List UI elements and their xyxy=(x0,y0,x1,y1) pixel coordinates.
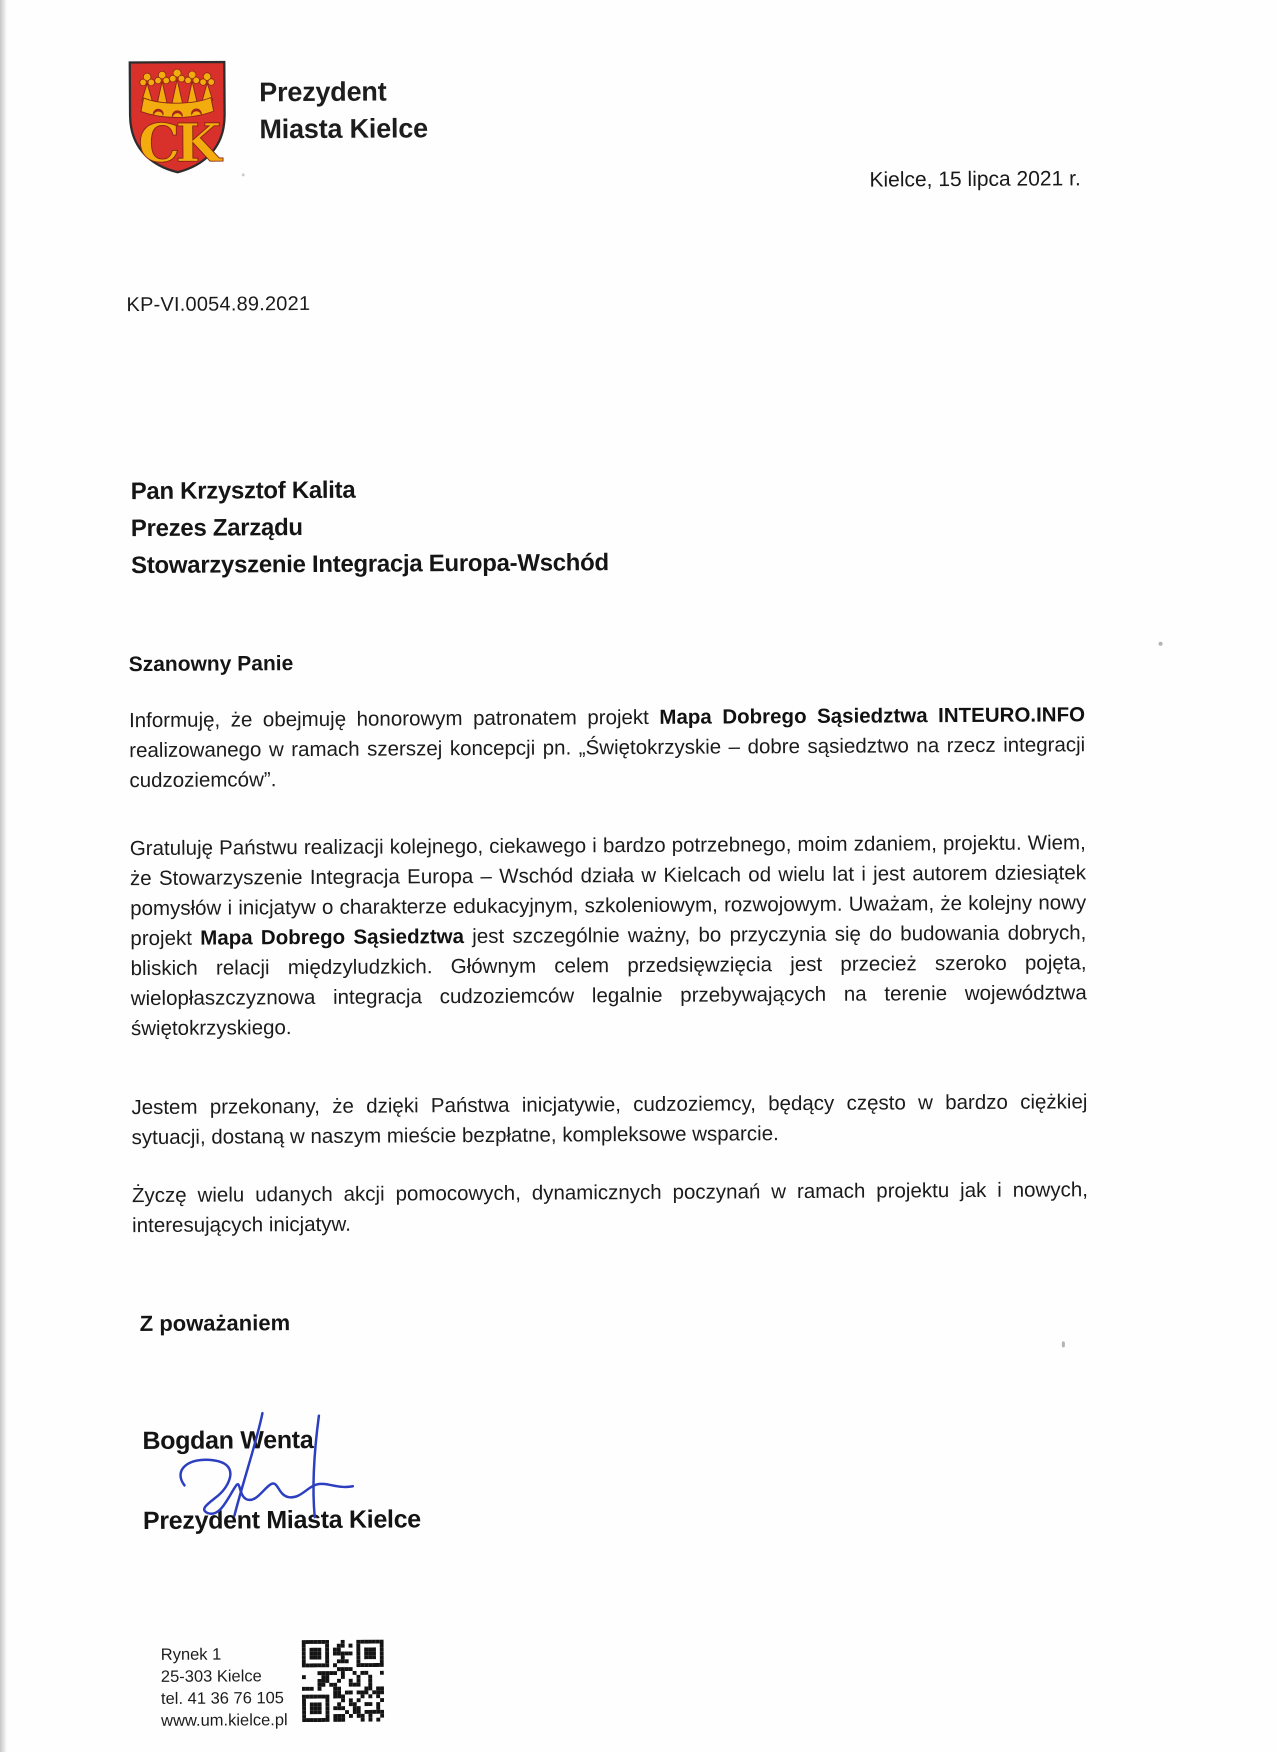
scan-speck xyxy=(1159,642,1163,646)
recipient-organization: Stowarzyszenie Integracja Europa-Wschód xyxy=(131,549,609,580)
reference-number: KP-VI.0054.89.2021 xyxy=(126,292,311,317)
kielce-coat-of-arms xyxy=(121,56,234,177)
footer-city: 25-303 Kielce xyxy=(160,1667,262,1686)
signer-title: Prezydent Miasta Kielce xyxy=(142,1505,421,1536)
paragraph-3: Jestem przekonany, że dzięki Państwa inicjatywie, cudzoziemcy, będący często w bardzo ciężkiej sytuacji, dostaną w naszym mieście bezpłatne, kompleksowe wsparcie. xyxy=(131,1090,1088,1150)
recipient-block xyxy=(131,470,609,584)
footer-street: Rynek 1 xyxy=(160,1645,222,1664)
paragraph-2-text: Gratuluję Państwu realizacji kolejnego, ciekawego i bardzo potrzebnego, moim zdaniem, projektu. Wiem, że Stowarzyszenie Integracja Europa – Wschód działa w Kielcach od wielu lat i jest autorem dziesiątek pomysłów i inicjatyw o charakterze edukacyjnym, szkoleniowym, rozwojowym. Uważam, że kolejny nowy projekt xyxy=(129,831,1087,951)
coat-of-arms-initials: CK xyxy=(137,112,218,175)
sender-line1: Prezydent xyxy=(259,76,387,108)
footer-phone: tel. 41 36 76 105 xyxy=(160,1689,285,1708)
recipient-name: Pan Krzysztof Kalita xyxy=(130,476,356,506)
footer-website: www.um.kielce.pl xyxy=(161,1711,288,1730)
paragraph-2-text-end: jest szczególnie ważny, bo przyczynia się do budowania dobrych, bliskich relacji międzyludzkich. Głównym celem przedsięwzięcia jest przecież szeroko pojęta, wielopłaszczyznowa integracja cudzoziemców legalnie przebywających na terenie województwa świętokrzyskiego. xyxy=(130,921,1087,1041)
paragraph-1-text-end: realizowanego w ramach szerszej koncepcji pn. „Świętokrzyskie – dobre sąsiedztwo na rzecz integracji cudzoziemców”. xyxy=(129,733,1086,793)
paragraph-1-bold-project-name: Mapa Dobrego Sąsiedztwa INTEURO.INFO xyxy=(659,703,1086,729)
paragraph-1 xyxy=(129,700,1086,796)
paragraph-1-text: Informuję, że obejmuję honorowym patronatem projekt xyxy=(128,705,660,733)
salutation: Szanowny Panie xyxy=(128,652,294,677)
closing-phrase: Z poważaniem xyxy=(139,1310,291,1337)
paragraph-4: Życzę wielu udanych akcji pomocowych, dynamicznych poczynań w ramach projektu jak i nowych, interesujących inicjatyw. xyxy=(131,1178,1088,1238)
footer-address-block xyxy=(161,1643,288,1732)
scan-speck xyxy=(1062,1341,1065,1347)
scan-speck xyxy=(242,173,245,176)
sender-line2: Miasta Kielce xyxy=(259,113,429,145)
paragraph-2-bold-project-name: Mapa Dobrego Sąsiedztwa xyxy=(200,925,465,950)
paragraph-2 xyxy=(130,828,1087,1044)
handwritten-signature xyxy=(166,1410,367,1521)
sender-header xyxy=(259,73,428,148)
qr-code xyxy=(302,1640,384,1722)
recipient-title: Prezes Zarządu xyxy=(130,514,303,543)
dateline: Kielce, 15 lipca 2021 r. xyxy=(869,167,1081,192)
signer-name: Bogdan Wenta xyxy=(142,1425,314,1456)
